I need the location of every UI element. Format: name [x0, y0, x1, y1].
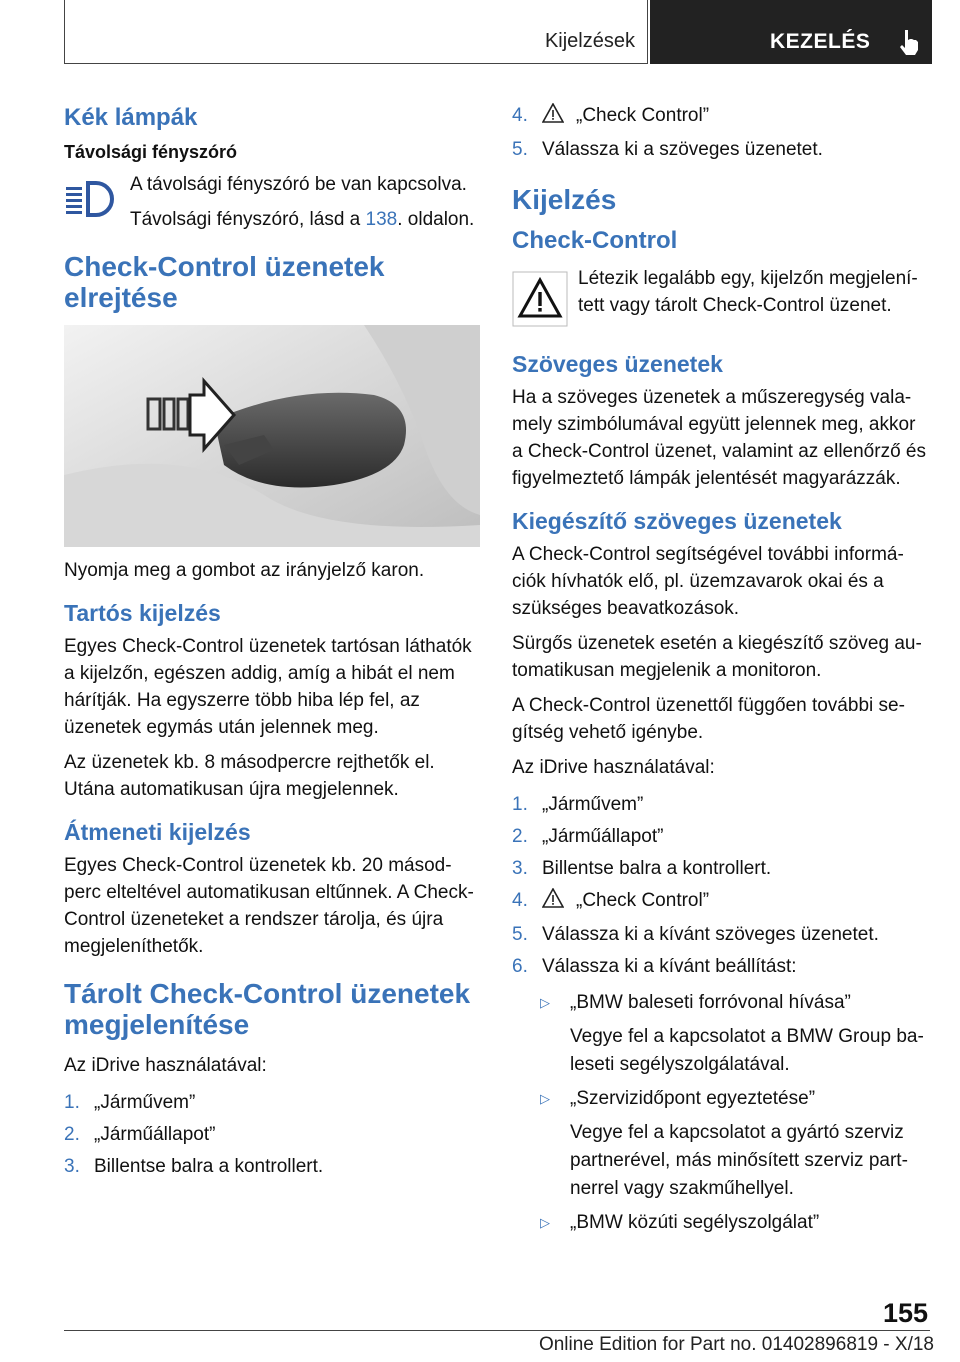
stored-steps-list	[64, 1087, 480, 1183]
pointing-hand-icon	[896, 28, 920, 61]
list-item: ▷ „BMW közúti segélyszolgálat”	[512, 1209, 928, 1237]
blue-lamps-heading: Kék lámpák	[64, 104, 198, 131]
temporary-display-heading: Átmeneti kijelzés	[64, 819, 251, 845]
turn-signal-lever-photo	[64, 325, 480, 547]
page-reference-link[interactable]: 138	[365, 209, 398, 230]
supplementary-paragraph-3: A Check-Control üzenettől függően további segítség vehető igénybe.	[512, 695, 905, 743]
list-item: 5. Válassza ki a kívánt szöveges üzenetet.	[512, 924, 879, 945]
check-control-block	[512, 265, 928, 335]
permanent-display-heading: Tartós kijelzés	[64, 600, 221, 626]
permanent-paragraph-2: Az üzenetek kb. 8 másodpercre rejthetők el. Utána automatikusan újra megjelennek.	[64, 752, 435, 800]
supplementary-intro: Az iDrive használatával:	[512, 757, 715, 778]
text-messages-heading: Szöveges üzenetek	[512, 351, 723, 377]
list-item: 2. „Járműállapot”	[64, 1124, 216, 1145]
warning-triangle-icon	[542, 102, 564, 134]
hide-messages-heading: Check-Control üzenetek elrejtése	[64, 251, 385, 313]
list-item: ▷ „BMW baleseti forróvonal hívása” Vegye fel a kapcsolatot a BMW Group baleseti segélyszolgálatával.	[512, 989, 928, 1079]
triangle-bullet-icon: ▷	[540, 995, 550, 1010]
footer-divider	[64, 1330, 930, 1331]
list-item: 5. Válassza ki a szöveges üzenetet.	[512, 139, 823, 160]
top-steps-list	[512, 100, 928, 166]
high-beam-line1: A távolsági fényszóró be van kapcsolva.	[130, 174, 467, 195]
triangle-bullet-icon: ▷	[540, 1215, 550, 1230]
photo-caption: Nyomja meg a gombot az irányjelző karon.	[64, 560, 425, 581]
high-beam-title: Távolsági fényszóró	[64, 142, 238, 162]
supplementary-steps-list	[512, 789, 928, 983]
list-item: ▷ „Szervizidőpont egyeztetése” Vegye fel a kapcsolatot a gyártó szerviz partnerével, más minősített szerviz partnerrel vagy szakműhellyel.	[512, 1085, 928, 1203]
text-paragraph-1: Ha a szöveges üzenetek a műszeregység valamely szimbólumával együtt jelennek meg, akkor a Check-Control üzenet, valamint az ellenőrző és figyelmeztető lámpák jelentését magyarázzák.	[512, 387, 926, 489]
left-column	[64, 96, 480, 1189]
check-control-heading: Check-Control	[512, 227, 678, 254]
page-number: 155	[882, 1298, 928, 1328]
display-heading: Kijelzés	[512, 184, 617, 215]
warning-triangle-icon	[512, 271, 568, 332]
list-item: 1. „Járművem”	[64, 1092, 196, 1113]
footer-text: Online Edition for Part no. 01402896819 - X/18	[538, 1334, 934, 1355]
list-item: 2. „Járműállapot”	[512, 826, 664, 847]
header-section-box	[64, 0, 648, 64]
high-beam-reference: Távolsági fényszóró, lásd a 138. oldalon.	[130, 209, 475, 230]
header-section-title: Kijelzések	[544, 30, 635, 52]
right-column	[512, 96, 928, 1243]
check-control-text: Létezik legalább egy, kijelzőn megjelenített vagy tárolt Check-Control üzenet.	[578, 268, 918, 316]
supplementary-paragraph-1: A Check-Control segítségével további információk hívhatók elő, pl. üzemzavarok okai és a szükséges beavatkozások.	[512, 544, 904, 619]
permanent-paragraph-1: Egyes Check-Control üzenetek tartósan láthatók a kijelzőn, egészen addig, amíg a hibát el nem hárítják. Ha egyszerre több hiba lép fel, az üzenetek egymás után jelennek meg.	[64, 636, 472, 738]
list-item: 6. Válassza ki a kívánt beállítást:	[512, 956, 797, 977]
stored-messages-heading: Tárolt Check-Control üzenetek megjelenítése	[64, 978, 471, 1040]
stored-intro: Az iDrive használatával:	[64, 1055, 267, 1076]
list-item: 3. Billentse balra a kontrollert.	[512, 858, 772, 879]
options-list	[512, 989, 928, 1237]
temporary-paragraph-1: Egyes Check-Control üzenetek kb. 20 másodperc elteltével automatikusan eltűnnek. A Check-Control üzeneteket a rendszer tárolja, és újra megjeleníthetők.	[64, 855, 474, 957]
header-chapter-title: KEZELÉS	[770, 30, 871, 53]
high-beam-icon	[64, 179, 118, 224]
triangle-bullet-icon: ▷	[540, 1091, 550, 1106]
supplementary-heading: Kiegészítő szöveges üzenetek	[512, 508, 842, 534]
warning-triangle-icon	[542, 887, 564, 919]
list-item: 3. Billentse balra a kontrollert.	[64, 1156, 324, 1177]
high-beam-block	[64, 171, 480, 233]
supplementary-paragraph-2: Sürgős üzenetek esetén a kiegészítő szöveg automatikusan megjelenik a monitoron.	[512, 633, 922, 681]
list-item: 4. „Check Control”	[512, 100, 928, 134]
list-item: 4. „Check Control”	[512, 885, 928, 919]
page-header	[64, 0, 932, 64]
list-item: 1. „Járművem”	[512, 794, 644, 815]
header-chapter-box	[650, 0, 932, 64]
